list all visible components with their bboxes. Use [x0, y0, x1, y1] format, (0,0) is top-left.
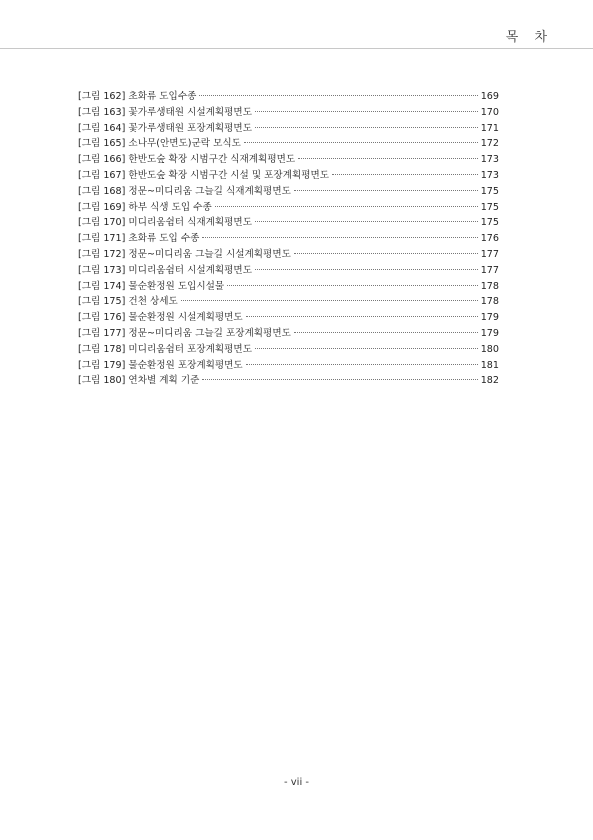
toc-entry[interactable]	[78, 136, 499, 152]
toc-entry-label: [그림 164] 꽃가루생태원 포장계획평면도	[78, 122, 252, 134]
toc-entry-page: 175	[480, 201, 499, 213]
toc-entry-label: [그림 162] 초화류 도입수종	[78, 91, 197, 102]
toc-dot-leader	[255, 348, 478, 349]
toc-entry-label: [그림 167] 한반도숲 확장 시범구간 시설 및 포장계획평면도	[78, 169, 330, 181]
toc-dot-leader	[294, 253, 478, 254]
toc-dot-leader	[294, 332, 478, 333]
toc-entry[interactable]	[78, 263, 499, 279]
toc-entry-page: 173	[480, 154, 499, 166]
toc-entry-label: [그림 166] 한반도숲 확장 시범구간 식재계획평면도	[78, 154, 296, 166]
toc-entry[interactable]	[78, 215, 499, 231]
toc-entry[interactable]	[78, 279, 499, 295]
toc-entry-page: 180	[480, 343, 499, 355]
header-divider	[0, 48, 593, 49]
toc-entry-label: [그림 163] 꽃가루생태원 시설계획평면도	[78, 106, 252, 118]
toc-entry-label: [그림 165] 소나무(안면도)군락 모식도	[78, 138, 241, 150]
toc-entry-page: 171	[480, 122, 499, 134]
toc-entry-label: [그림 170] 미디리움쉼터 식재계획평면도	[78, 217, 252, 229]
toc-dot-leader	[255, 127, 478, 128]
toc-entry-page: 178	[480, 296, 499, 308]
toc-dot-leader	[294, 190, 478, 191]
toc-entry[interactable]	[78, 152, 499, 168]
toc-entry-page: 181	[480, 359, 499, 371]
toc-dot-leader	[255, 221, 478, 222]
toc-entry[interactable]	[78, 294, 499, 310]
toc-dot-leader	[255, 111, 478, 112]
toc-entry[interactable]	[78, 326, 499, 342]
toc-entry[interactable]	[78, 358, 499, 374]
toc-entry[interactable]	[78, 200, 499, 216]
toc-entry-page: 170	[480, 106, 499, 118]
toc-dot-leader	[181, 300, 478, 301]
toc-entry-label: [그림 174] 물순환정원 도입시설물	[78, 280, 225, 292]
toc-entry[interactable]	[78, 121, 499, 137]
toc-entry[interactable]	[78, 373, 499, 389]
toc-entry-page: 176	[480, 233, 499, 245]
toc-entry-page: 178	[480, 280, 499, 292]
toc-dot-leader	[215, 206, 478, 207]
toc-entry-page: 173	[480, 169, 499, 181]
toc-entry-page: 169	[480, 91, 499, 102]
toc-entry-page: 177	[480, 248, 499, 260]
toc-entry-label: [그림 172] 정문~미디리움 그늘길 시설계획평면도	[78, 248, 291, 260]
toc-entry-label: [그림 169] 하부 식생 도입 수종	[78, 201, 212, 213]
toc-dot-leader	[255, 269, 478, 270]
toc-dot-leader	[202, 379, 477, 380]
toc-entry[interactable]	[78, 184, 499, 200]
toc-dot-leader	[199, 95, 477, 96]
toc-entry-page: 175	[480, 185, 499, 197]
toc-entry-label: [그림 180] 연차별 계획 기준	[78, 375, 200, 387]
toc-dot-leader	[227, 285, 478, 286]
header-title: 목 차	[505, 30, 553, 45]
toc-entry-page: 179	[480, 327, 499, 339]
toc-dot-leader	[332, 174, 478, 175]
toc-dot-leader	[246, 316, 478, 317]
toc-entry-label: [그림 179] 물순환정원 포장계획평면도	[78, 359, 243, 371]
toc-entry-page: 182	[480, 375, 499, 387]
toc-entry-label: [그림 176] 물순환정원 시설계획평면도	[78, 312, 243, 324]
toc-dot-leader	[246, 364, 478, 365]
toc-entry[interactable]	[78, 310, 499, 326]
toc-entry-page: 177	[480, 264, 499, 276]
toc-entry-page: 175	[480, 217, 499, 229]
toc-entry-page: 172	[480, 138, 499, 150]
toc-entry-label: [그림 171] 초화류 도입 수종	[78, 233, 200, 245]
toc-entry[interactable]	[78, 342, 499, 358]
footer-page-number: - vii -	[283, 777, 310, 788]
toc-dot-leader	[298, 158, 478, 159]
toc-entry-label: [그림 178] 미디리움쉼터 포장계획평면도	[78, 343, 252, 355]
toc-entry-label: [그림 168] 정문~미디리움 그늘길 식재계획평면도	[78, 185, 291, 197]
toc-entry[interactable]	[78, 247, 499, 263]
toc-entry[interactable]	[78, 105, 499, 121]
figure-toc-list	[78, 89, 499, 389]
toc-entry-label: [그림 175] 건천 상세도	[78, 296, 178, 308]
toc-entry-label: [그림 173] 미디리움쉼터 시설계획평면도	[78, 264, 252, 276]
toc-entry[interactable]	[78, 168, 499, 184]
toc-dot-leader	[244, 142, 478, 143]
toc-entry-page: 179	[480, 312, 499, 324]
toc-entry[interactable]	[78, 89, 499, 105]
toc-entry-label: [그림 177] 정문~미디리움 그늘길 포장계획평면도	[78, 327, 291, 339]
toc-dot-leader	[202, 237, 477, 238]
toc-entry[interactable]	[78, 231, 499, 247]
